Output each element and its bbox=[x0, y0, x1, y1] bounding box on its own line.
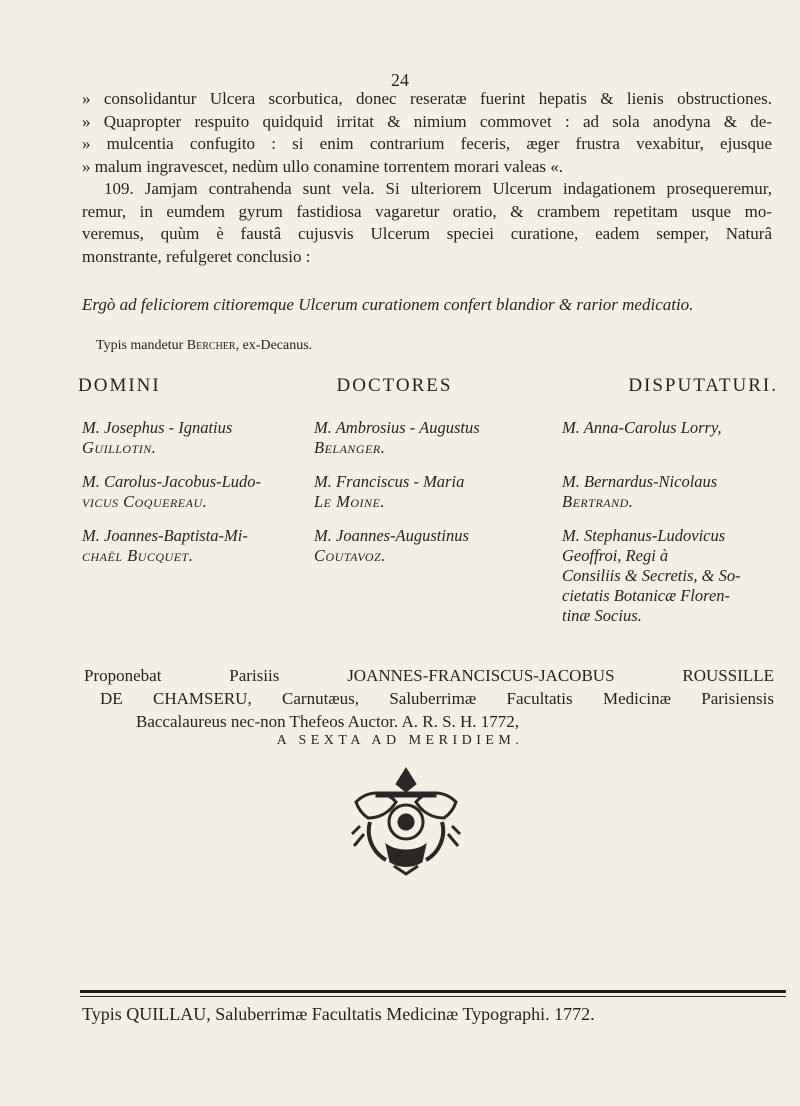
doctor-name: M. Josephus - Ignatius bbox=[82, 418, 233, 437]
doctor-name: M. Bernardus-Nicolaus bbox=[562, 472, 718, 491]
body-line: » consolidantur Ulcera scorbutica, donec reseratæ fuerint hepatis & lienis obstructiones. bbox=[82, 89, 772, 108]
doctor-surname: Guillotin. bbox=[82, 438, 157, 457]
time-line: A SEXTA AD MERIDIEM. bbox=[276, 733, 524, 748]
body-line: veremus, quùm è faustâ cujusvis Ulcerum speciei curatione, eadem semper, Naturâ bbox=[82, 224, 772, 243]
imprimatur-line bbox=[96, 338, 312, 354]
body-line: » malum ingravescet, nedùm ullo conamine torrentem morari valeas «. bbox=[82, 156, 564, 176]
doctor-entry bbox=[562, 472, 717, 512]
doctor-entry bbox=[82, 418, 232, 458]
body-paragraph bbox=[82, 88, 772, 268]
page-number: 24 bbox=[391, 70, 409, 90]
doctor-surname: Coutavoz. bbox=[314, 546, 386, 565]
imprimatur-suffix: , ex-Decanus. bbox=[235, 338, 313, 353]
doctor-entry bbox=[314, 526, 469, 566]
doctor-entry bbox=[82, 472, 261, 512]
doctor-title: tinæ Socius. bbox=[562, 606, 642, 625]
doctor-name: M. Ambrosius - Augustus bbox=[314, 418, 480, 437]
doctor-name: M. Franciscus - Maria bbox=[314, 472, 465, 491]
body-line: » Quapropter respuito quidquid irritat & nimium commovet : ad sola anodyna & de- bbox=[82, 111, 772, 131]
doctor-entry bbox=[82, 526, 248, 566]
imprimatur-name: Bercher bbox=[186, 338, 236, 353]
doctor-name: M. Joannes-Baptista-Mi- bbox=[82, 526, 248, 545]
doctor-surname: Belanger. bbox=[314, 438, 386, 457]
doctor-surname: vicus Coquereau. bbox=[82, 492, 208, 511]
imprimatur-prefix: Typis mandetur bbox=[96, 338, 184, 353]
doctor-entry bbox=[562, 526, 741, 626]
proponebat-line: Baccalaureus nec-non Thefeos Auctor. A. R. S. H. 1772, bbox=[136, 712, 520, 731]
body-line: 109. Jamjam contrahenda sunt vela. Si ulteriorem Ulcerum indagationem prosequeremur, bbox=[104, 179, 772, 198]
conclusion: Ergò ad feliciorem citioremque Ulcerum curationem confert blandior & rarior medicatio. bbox=[82, 295, 694, 314]
proponebat-line: Proponebat Parisiis JOANNES-FRANCISCUS-JACOBUS ROUSSILLE bbox=[84, 666, 774, 685]
doctor-surname: chaël Bucquet. bbox=[82, 546, 194, 565]
doctor-surname: Bertrand. bbox=[562, 492, 634, 511]
doctor-title: Geoffroi, Regi à bbox=[562, 546, 669, 565]
doctor-name: M. Carolus-Jacobus-Ludo- bbox=[82, 472, 262, 491]
doctors-heading: DOMINI DOCTORES DISPUTATURI. bbox=[78, 375, 778, 396]
body-line: remur, in eumdem gyrum fastidiosa vagaretur oratio, & crambem repetitam usque mo- bbox=[82, 201, 772, 221]
separator-rule bbox=[80, 990, 786, 993]
proponebat-paragraph bbox=[84, 664, 774, 733]
printer-emblem bbox=[346, 762, 466, 877]
doctor-entry bbox=[314, 472, 464, 512]
doctor-entry bbox=[314, 418, 480, 458]
doctor-surname: Le Moine. bbox=[314, 492, 385, 511]
proponebat-line: DE CHAMSERU, Carnutæus, Saluberrimæ Facultatis Medicinæ Parisiensis bbox=[100, 689, 774, 708]
separator-rule bbox=[80, 996, 786, 997]
printer-line: Typis QUILLAU, Saluberrimæ Facultatis Medicinæ Typographi. 1772. bbox=[82, 1004, 595, 1024]
doctor-name: M. Stephanus-Ludovicus bbox=[562, 526, 726, 545]
doctor-name: M. Joannes-Augustinus bbox=[314, 526, 469, 545]
body-line: » mulcentia confugito : si enim contrarium feceris, æger frustra vexabitur, ejusque bbox=[82, 134, 772, 153]
doctor-name: M. Anna-Carolus Lorry, bbox=[562, 418, 722, 437]
doctor-title: Consiliis & Secretis, & So- bbox=[562, 566, 741, 585]
doctor-title: cietatis Botanicæ Floren- bbox=[562, 586, 731, 605]
emblem-icon bbox=[346, 762, 466, 877]
doctor-entry bbox=[562, 418, 722, 438]
body-line: monstrante, refulgeret conclusio : bbox=[82, 246, 311, 266]
